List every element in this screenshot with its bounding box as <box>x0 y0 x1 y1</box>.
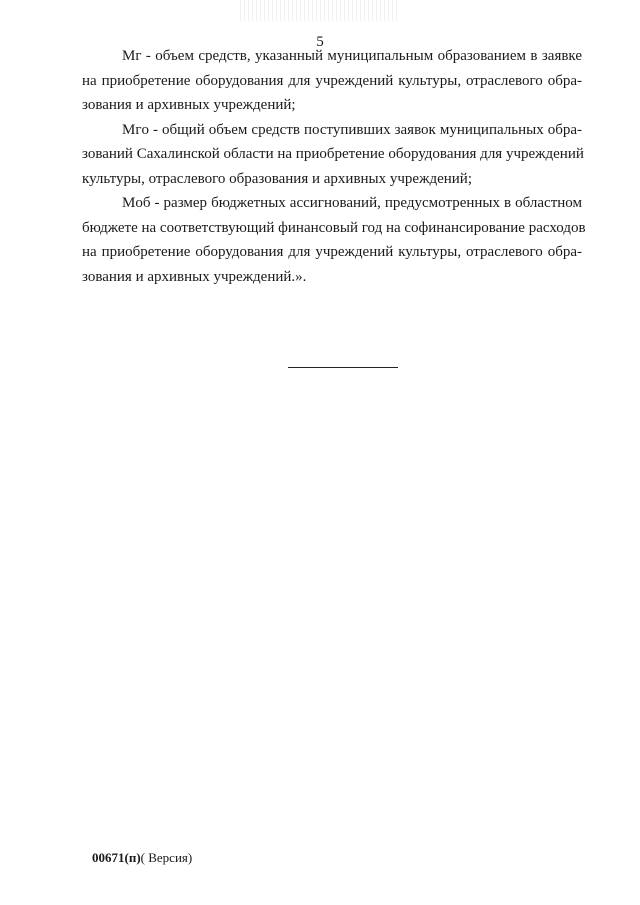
document-footer <box>92 850 192 866</box>
document-version: ( Версия) <box>140 850 193 865</box>
scan-artifact <box>240 0 400 22</box>
end-separator-line <box>288 367 398 368</box>
text-line: зований Сахалинской области на приобретение оборудования для учреждений <box>82 146 584 162</box>
paragraph-mob <box>82 191 586 289</box>
text-line: зования и архивных учреждений.». <box>82 268 307 285</box>
text-line: зования и архивных учреждений; <box>82 97 296 113</box>
text-line: Mоб - размер бюджетных ассигнований, предусмотренных в областном <box>122 195 582 211</box>
text-line: Mгo - общий объем средств поступивших заявок муниципальных обра- <box>122 121 582 138</box>
document-code: 00671(п) <box>92 850 141 865</box>
paragraph-mgo <box>82 118 582 192</box>
text-line: на приобретение оборудования для учреждений культуры, отраслевого обра- <box>82 244 582 260</box>
page-number: 5 <box>316 34 324 50</box>
paragraph-mg <box>82 44 582 118</box>
text-line: бюджете на соответствующий финансовый год на софинансирование расходов <box>82 219 586 236</box>
document-body <box>82 44 586 289</box>
text-line: Mг - объем средств, указанный муниципальным образованием в заявке <box>122 48 582 64</box>
text-line: на приобретение оборудования для учреждений культуры, отраслевого обра- <box>82 72 582 89</box>
text-line: культуры, отраслевого образования и архивных учреждений; <box>82 170 472 187</box>
